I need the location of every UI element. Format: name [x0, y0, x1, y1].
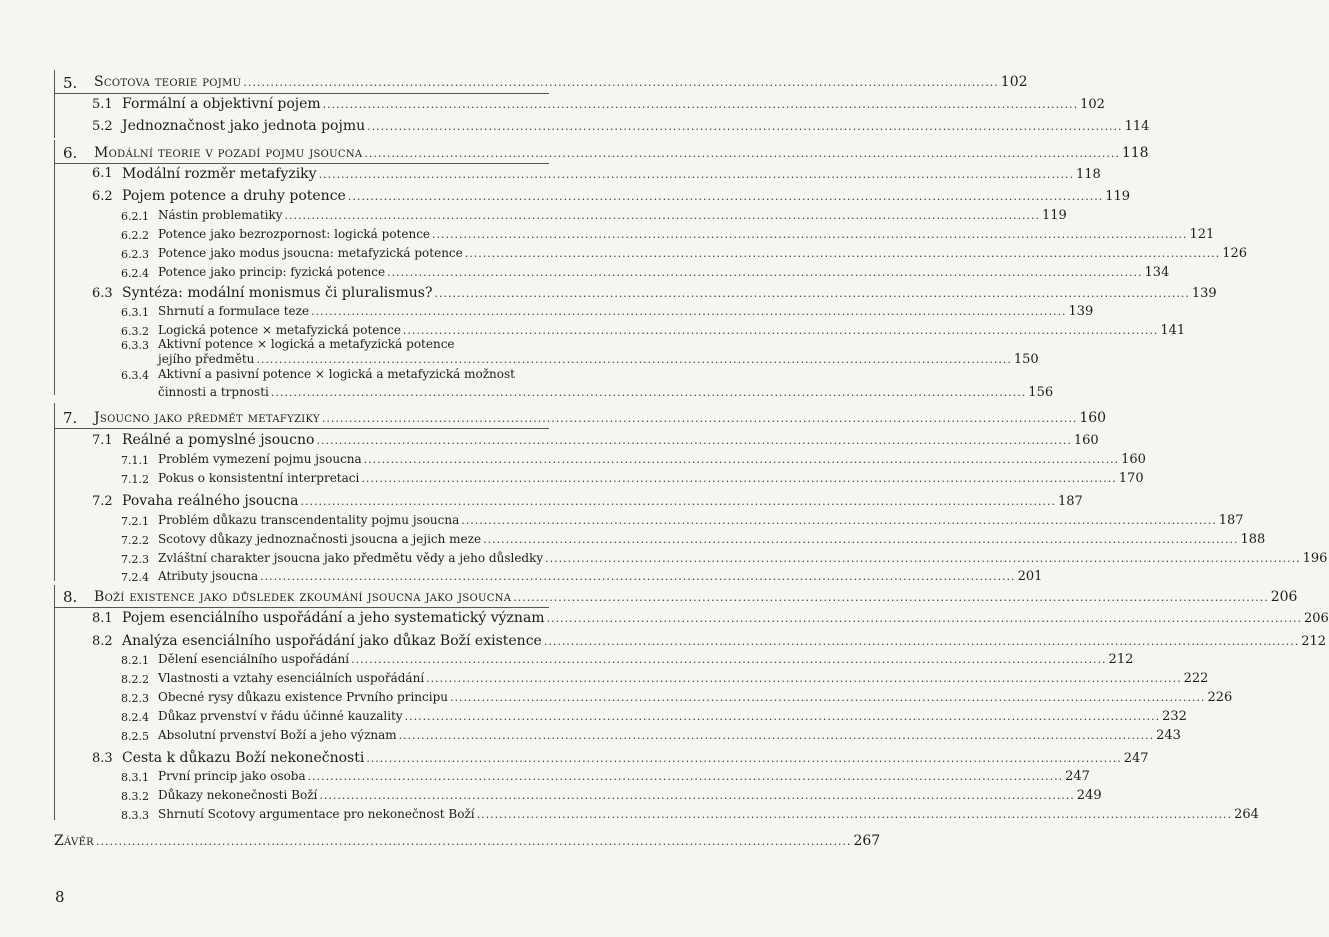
toc-entry-6-3[interactable] [122, 285, 1217, 301]
entry-page: 119 [1105, 189, 1131, 204]
subsection-number: 6.2.1 [121, 210, 149, 223]
entry-title: Dělení esenciálního uspořádání [158, 652, 350, 666]
leader-dots [483, 533, 1238, 546]
leader-dots [322, 412, 1077, 425]
section-number: 6.3 [92, 286, 113, 301]
entry-page: 160 [1121, 452, 1146, 467]
entry-title: Scotova teorie pojmu [94, 74, 242, 90]
leader-dots [450, 691, 1205, 704]
section-number: 6.2 [92, 189, 113, 204]
entry-page: 232 [1162, 709, 1187, 724]
section-number: 7.2 [92, 494, 113, 509]
toc-entry-8-3[interactable] [122, 750, 1149, 766]
toc-entry-chapter-6[interactable] [94, 145, 1149, 161]
leader-dots [465, 247, 1220, 260]
subsection-number: 7.2.1 [121, 515, 149, 528]
leader-dots [387, 266, 1142, 279]
entry-page: 102 [1000, 74, 1028, 90]
leader-dots [323, 98, 1078, 111]
toc-entry-5-1[interactable] [122, 96, 1105, 112]
entry-page: 141 [1160, 323, 1186, 338]
entry-title: Závěr [54, 833, 95, 849]
entry-page: 188 [1240, 532, 1266, 547]
toc-entry-7-1[interactable] [122, 432, 1099, 448]
chapter-8-bracket [54, 585, 55, 820]
entry-title: Potence jako princip: fyzická potence [158, 265, 386, 279]
toc-entry-6-2-1[interactable] [158, 208, 1067, 223]
leader-dots [366, 752, 1121, 765]
toc-entry-6-3-4[interactable] [158, 385, 1054, 400]
chapter-5-underline [54, 93, 549, 94]
entry-page: 160 [1079, 410, 1107, 426]
leader-dots [271, 386, 1026, 399]
subsection-number: 7.2.3 [121, 553, 149, 566]
entry-title: Logická potence × metafyzická potence [158, 323, 401, 337]
toc-entry-chapter-5[interactable] [94, 74, 1028, 90]
subsection-number: 8.2.3 [121, 692, 149, 705]
toc-entry-8-2-5[interactable] [158, 728, 1181, 743]
entry-title: Atributy jsoucna [158, 569, 259, 583]
leader-dots [285, 209, 1040, 222]
entry-title: Zvláštní charakter jsoucna jako předmětu vědy a jeho důsledky [158, 551, 544, 565]
entry-title-line-1: Aktivní potence × logická a metafyzická potence [158, 337, 455, 351]
entry-page: 156 [1028, 385, 1054, 400]
entry-title: Shrnutí Scotovy argumentace pro nekonečnost Boží [158, 807, 475, 821]
subsection-number: 7.2.4 [121, 571, 149, 584]
entry-page: 139 [1068, 304, 1094, 319]
chapter-8-number: 8. [63, 588, 78, 606]
toc-entry-6-3-2[interactable] [158, 323, 1186, 338]
chapter-6-underline [54, 163, 549, 164]
toc-entry-6-3-3[interactable] [158, 352, 1039, 367]
leader-dots [361, 472, 1116, 485]
entry-title: Reálné a pomyslné jsoucno [122, 432, 315, 448]
leader-dots [301, 495, 1056, 508]
subsection-number: 8.2.5 [121, 730, 149, 743]
entry-page: 114 [1124, 119, 1150, 134]
entry-page: 170 [1118, 471, 1144, 486]
chapter-6-number: 6. [63, 144, 78, 162]
toc-entry-6-2-3[interactable] [158, 246, 1248, 261]
entry-title: Modální rozměr metafyziky [122, 166, 317, 182]
leader-dots [311, 305, 1066, 318]
chapter-7-bracket [54, 403, 55, 581]
toc-entry-7-1-2[interactable] [158, 471, 1144, 486]
subsection-number: 8.3.2 [121, 790, 149, 803]
entry-page: 247 [1123, 751, 1149, 766]
subsection-number: 6.3.4 [121, 369, 149, 382]
entry-title: Shrnutí a formulace teze [158, 304, 310, 318]
entry-title: Modální teorie v pozadí pojmu jsoucna [94, 145, 363, 161]
chapter-5-bracket [54, 70, 55, 138]
entry-page: 118 [1076, 167, 1101, 182]
entry-page: 118 [1121, 145, 1149, 161]
leader-dots [260, 570, 1015, 583]
entry-page: 139 [1191, 286, 1217, 301]
toc-entry-8-2-2[interactable] [158, 671, 1209, 686]
subsection-number: 8.2.2 [121, 673, 149, 686]
leader-dots [364, 147, 1119, 160]
leader-dots [434, 287, 1189, 300]
leader-dots [399, 729, 1154, 742]
leader-dots [348, 190, 1103, 203]
entry-page: 212 [1301, 634, 1327, 649]
toc-entry-6-2-4[interactable] [158, 265, 1170, 280]
toc-entry-8-2[interactable] [122, 633, 1327, 649]
toc-entry-zaver[interactable] [54, 833, 881, 849]
toc-entry-6-2-2[interactable] [158, 227, 1215, 242]
leader-dots [96, 835, 851, 848]
leader-dots [403, 324, 1158, 337]
subsection-number: 7.1.2 [121, 473, 149, 486]
toc-entry-8-2-3[interactable] [158, 690, 1233, 705]
subsection-number: 7.1.1 [121, 454, 149, 467]
toc-entry-8-1[interactable] [122, 610, 1329, 626]
entry-title: Povaha reálného jsoucna [122, 493, 299, 509]
toc-entry-chapter-8[interactable] [94, 589, 1298, 605]
entry-title: jejího předmětu [158, 352, 255, 366]
entry-title: Pojem potence a druhy potence [122, 188, 346, 204]
toc-entry-6-1[interactable] [122, 166, 1101, 182]
entry-page: 249 [1076, 788, 1102, 803]
chapter-8-underline [54, 607, 549, 608]
leader-dots [364, 453, 1119, 466]
entry-title: Obecné rysy důkazu existence Prvního principu [158, 690, 448, 704]
entry-title: Syntéza: modální monismus či pluralismus? [122, 285, 433, 301]
subsection-number: 6.3.3 [121, 339, 149, 352]
chapter-5-number: 5. [63, 74, 78, 92]
leader-dots [405, 710, 1160, 723]
entry-page: 126 [1222, 246, 1248, 261]
entry-page: 102 [1080, 97, 1105, 112]
leader-dots [547, 612, 1302, 625]
leader-dots [351, 653, 1106, 666]
toc-entry-7-1-1[interactable] [158, 452, 1146, 467]
entry-page: 226 [1207, 690, 1233, 705]
entry-title: Důkazy nekonečnosti Boží [158, 788, 318, 802]
entry-page: 206 [1270, 589, 1298, 605]
subsection-number: 6.2.3 [121, 248, 149, 261]
subsection-number: 8.3.3 [121, 809, 149, 822]
subsection-number: 6.2.2 [121, 229, 149, 242]
entry-title: Problém důkazu transcendentality pojmu jsoucna [158, 513, 460, 527]
subsection-number: 6.2.4 [121, 267, 149, 280]
leader-dots [432, 228, 1187, 241]
entry-title: Formální a objektivní pojem [122, 96, 321, 112]
subsection-number: 6.3.1 [121, 306, 149, 319]
leader-dots [319, 168, 1074, 181]
leader-dots [545, 552, 1300, 565]
section-number: 6.1 [92, 166, 113, 181]
toc-entry-8-3-2[interactable] [158, 788, 1102, 803]
subsection-number: 7.2.2 [121, 534, 149, 547]
entry-page: 121 [1189, 227, 1215, 242]
entry-title: Jednoznačnost jako jednota pojmu [122, 118, 366, 134]
section-number: 8.2 [92, 634, 113, 649]
section-number: 5.2 [92, 119, 113, 134]
toc-entry-7-2[interactable] [122, 493, 1083, 509]
entry-page: 160 [1073, 433, 1099, 448]
leader-dots [544, 635, 1299, 648]
entry-page: 267 [853, 833, 881, 849]
toc-entry-6-3-1[interactable] [158, 304, 1094, 319]
subsection-number: 8.3.1 [121, 771, 149, 784]
toc-entry-8-3-1[interactable] [158, 769, 1090, 784]
entry-page: 212 [1108, 652, 1134, 667]
subsection-number: 8.2.4 [121, 711, 149, 724]
entry-page: 201 [1017, 569, 1043, 584]
entry-page: 196 [1302, 551, 1328, 566]
entry-page: 134 [1144, 265, 1170, 280]
entry-title: Pokus o konsistentní interpretaci [158, 471, 360, 485]
entry-page: 243 [1156, 728, 1181, 743]
toc-entry-7-2-4[interactable] [158, 569, 1043, 584]
entry-page: 187 [1057, 494, 1083, 509]
entry-title: Boží existence jako důsledek zkoumání jsoucna jako jsoucna [94, 589, 512, 605]
leader-dots [308, 770, 1063, 783]
chapter-7-number: 7. [63, 409, 78, 427]
entry-title: Analýza esenciálního uspořádání jako důkaz Boží existence [122, 633, 542, 649]
leader-dots [319, 789, 1074, 802]
entry-title: Absolutní prvenství Boží a jeho význam [158, 728, 397, 742]
section-number: 8.3 [92, 751, 113, 766]
toc-entry-7-2-3[interactable] [158, 551, 1328, 566]
leader-dots [477, 808, 1232, 821]
leader-dots [316, 434, 1071, 447]
entry-title: Cesta k důkazu Boží nekonečnosti [122, 750, 365, 766]
entry-title-line-1: Aktivní a pasivní potence × logická a metafyzická možnost [158, 367, 515, 381]
entry-page: 222 [1183, 671, 1209, 686]
toc-entry-8-2-4[interactable] [158, 709, 1187, 724]
leader-dots [513, 591, 1268, 604]
leader-dots [367, 120, 1122, 133]
entry-page: 150 [1013, 352, 1039, 367]
toc-entry-7-2-1[interactable] [158, 513, 1244, 528]
page-number: 8 [55, 888, 65, 906]
entry-title: Nástin problematiky [158, 208, 283, 222]
entry-title: Pojem esenciálního uspořádání a jeho systematický význam [122, 610, 545, 626]
subsection-number: 8.2.1 [121, 654, 149, 667]
chapter-6-bracket [54, 140, 55, 395]
entry-title: Důkaz prvenství v řádu účinné kauzality [158, 709, 403, 723]
entry-title: Jsoucno jako předmět metafyziky [94, 410, 320, 426]
entry-title: činnosti a trpnosti [158, 385, 269, 399]
toc-entry-8-2-1[interactable] [158, 652, 1134, 667]
entry-page: 206 [1304, 611, 1329, 626]
toc-entry-6-2[interactable] [122, 188, 1131, 204]
toc-entry-chapter-7[interactable] [94, 410, 1107, 426]
leader-dots [426, 672, 1181, 685]
subsection-number: 6.3.2 [121, 325, 149, 338]
entry-page: 119 [1041, 208, 1067, 223]
entry-title: Potence jako bezrozpornost: logická potence [158, 227, 431, 241]
toc-entry-8-3-3[interactable] [158, 807, 1259, 822]
entry-page: 187 [1218, 513, 1244, 528]
entry-page: 264 [1234, 807, 1259, 822]
leader-dots [243, 76, 998, 89]
entry-title: Problém vymezení pojmu jsoucna [158, 452, 362, 466]
entry-page: 247 [1065, 769, 1090, 784]
section-number: 5.1 [92, 97, 113, 112]
leader-dots [461, 514, 1216, 527]
entry-title: Vlastnosti a vztahy esenciálních uspořádání [158, 671, 425, 685]
entry-title: Scotovy důkazy jednoznačnosti jsoucna a jejich meze [158, 532, 482, 546]
toc-entry-5-2[interactable] [122, 118, 1150, 134]
entry-title: První princip jako osoba [158, 769, 306, 783]
section-number: 7.1 [92, 433, 113, 448]
entry-title: Potence jako modus jsoucna: metafyzická potence [158, 246, 463, 260]
toc-entry-7-2-2[interactable] [158, 532, 1266, 547]
section-number: 8.1 [92, 611, 113, 626]
leader-dots [256, 353, 1011, 366]
chapter-7-underline [54, 428, 549, 429]
